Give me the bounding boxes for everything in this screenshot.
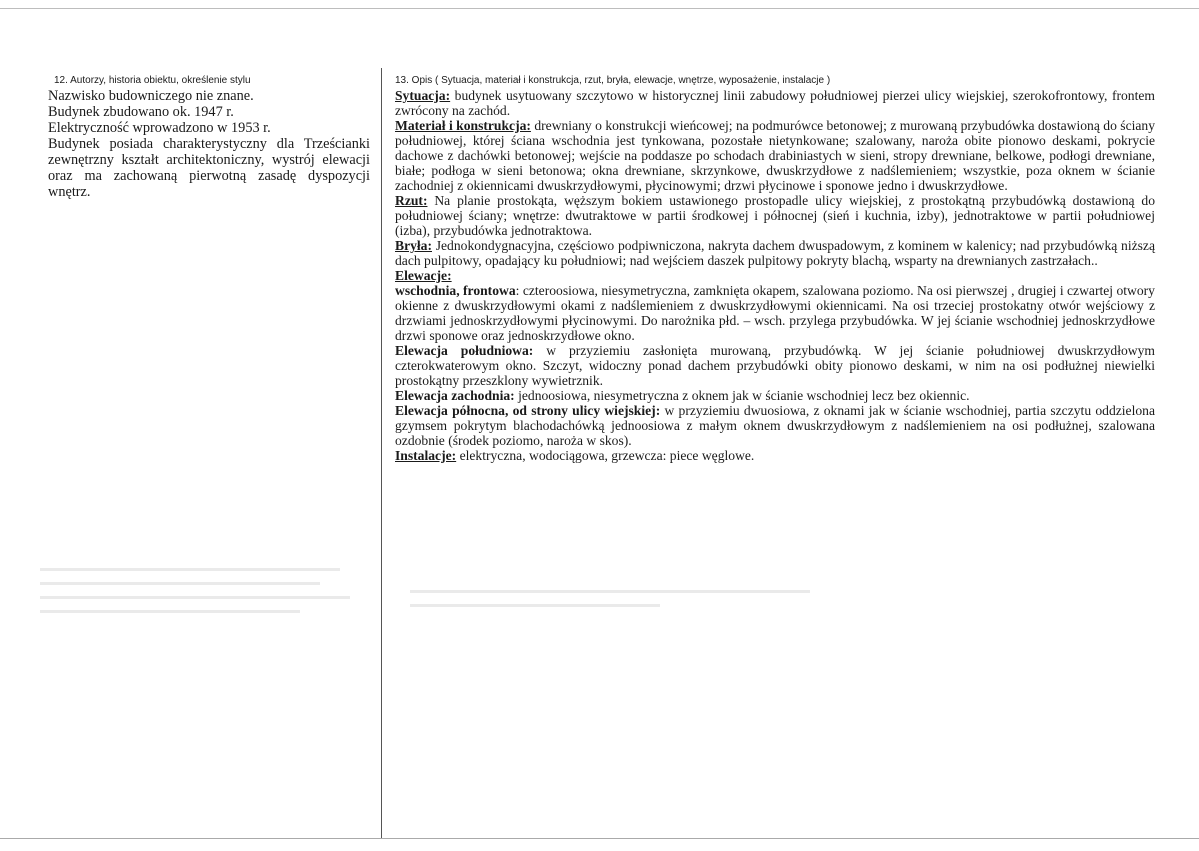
style-paragraph: Budynek posiada charakterystyczny dla Trześcianki zewnętrzny kształt architektoniczny, wystrój elewacji oraz ma zachowaną pierwotną zasadę dyspozycji wnętrz. — [48, 136, 370, 200]
zachodnia-text: jednoosiowa, niesymetryczna z oknem jak w ścianie wschodniej lecz bez okiennic. — [514, 388, 970, 403]
material-text: drewniany o konstrukcji wieńcowej; na podmurówce betonowej; z murowaną przybudówka dostawioną do ściany południowej, której ściana wschodnia jest tynkowana, pozostałe nietynkowane; szalowany, naroża obite pionowo deskami, pokrycie dachowe z dachówki betonowej; wejście na poddasze po schodach drabiniastych w sieni, stropy drewniane, belkowe, podłogi drewniane, białe; podłoga w sieni betonowa; okna drewniane, skrzynkowe, dwuskrzydłowe z nadślemieniem; wszystkie, poza oknem w ścianie zachodniej z okiennicami dwuskrzydłowymi, płycinowymi; drzwi płycinowe i sponowe jedno i dwuskrzydłowe. — [395, 118, 1156, 193]
bryla-label: Bryła: — [395, 238, 432, 253]
zachodnia-label: Elewacja zachodnia: — [395, 388, 515, 403]
poludniowa-paragraph — [395, 343, 1155, 388]
polnocna-label: Elewacja północna, od strony ulicy wiejskiej: — [395, 403, 661, 418]
electricity-line: Elektryczność wprowadzono w 1953 r. — [48, 120, 271, 136]
scan-bleedthrough — [30, 560, 850, 630]
section-13 — [395, 74, 1155, 463]
material-paragraph — [395, 118, 1155, 193]
instalacje-text: elektryczna, wodociągowa, grzewcza: piece węglowe. — [456, 448, 755, 463]
rzut-label: Rzut: — [395, 193, 428, 208]
builder-line: Nazwisko budowniczego nie znane. — [48, 88, 254, 104]
elewacje-label: Elewacje: — [395, 268, 452, 283]
material-label: Materiał i konstrukcja: — [395, 118, 531, 133]
wschodnia-text: : czteroosiowa, niesymetryczna, zamknięta okapem, szalowana poziomo. Na osi pierwszej , drugiej i czwartej otwory okienne z dwuskrzydłowymi okami z nadślemieniem z dwuskrzydłowymi okiennicami. Na osi trzeciej prostokatny otwór wejściowy z drzwiami jednoskrzydłowymi płycinowymi. Do narożnika płd. – wsch. przylega przybudówka. W jej ścianie wschodniej jednoskrzydłowe drzwi sponowe oraz jednoskrzydłowe okno. — [395, 283, 1155, 343]
built-line: Budynek zbudowano ok. 1947 r. — [48, 104, 234, 120]
zachodnia-paragraph — [395, 388, 1155, 403]
instalacje-paragraph — [395, 448, 1155, 463]
bryla-text: Jednokondygnacyjna, częściowo podpiwniczona, nakryta dachem dwuspadowym, z kominem w kalenicy; nad przybudówką niższą dach pulpitowy, opadający ku południowi; nad wejściem daszek pulpitowy pokryty blachą, wsparty na drewnianych zastrzałach.. — [395, 238, 1155, 268]
sytuacja-label: Sytuacja: — [395, 88, 451, 103]
section-12-body — [48, 88, 370, 200]
section-13-heading: 13. Opis ( Sytuacja, materiał i konstrukcja, rzut, bryła, elewacje, wnętrze, wyposażenie, instalacje ) — [395, 75, 831, 86]
wschodnia-paragraph — [395, 283, 1155, 343]
rzut-paragraph — [395, 193, 1155, 238]
section-13-body — [395, 88, 1155, 463]
wschodnia-label: wschodnia, frontowa — [395, 283, 516, 298]
poludniowa-label: Elewacja południowa: — [395, 343, 534, 358]
section-12-heading: 12. Autorzy, historia obiektu, określenie stylu — [54, 75, 251, 86]
bryla-paragraph — [395, 238, 1155, 268]
polnocna-text: w przyziemiu dwuosiowa, z oknami jak w ścianie wschodniej, partia szczytu oddzielona gzymsem pokrytym blachodachówką jednoosiowa z małym oknem dwuskrzydłowym z nadślemieniem na osi podłużnej, szalowana ozdobnie (środek poziomo, naroża w skos). — [395, 403, 1155, 448]
instalacje-label: Instalacje: — [395, 448, 457, 463]
rzut-text: Na planie prostokąta, węższym bokiem ustawionego prostopadle ulicy wiejskiej, z prostokątną przybudówką dostawioną do południowej ściany; wnętrze: dwutraktowe w partii środkowej i północnej (sień i kuchnia, izby), jednotraktowe w partii południowej (izba), przybudówka jednotraktowa. — [395, 193, 1155, 238]
scan-top-border — [0, 8, 1199, 9]
sytuacja-text: budynek usytuowany szczytowo w historycznej linii zabudowy południowej pierzei ulicy wiejskiej, szerokofrontowy, frontem zwrócony na zachód. — [395, 88, 1155, 118]
column-divider — [381, 68, 382, 838]
section-12 — [48, 74, 370, 200]
elewacje-paragraph — [395, 268, 1155, 283]
scan-bottom-border — [0, 838, 1199, 839]
polnocna-paragraph — [395, 403, 1155, 448]
poludniowa-text: w przyziemiu zasłonięta murowaną, przybudówką. W jej ścianie południowej dwuskrzydłowym czterokwaterowym okno. Szczyt, widoczny ponad dachem przybudówki obity pionowo deskami, w nim na osi podłużnej niewielki prostokątny przeszklony wywietrznik. — [395, 343, 1155, 388]
sytuacja-paragraph — [395, 88, 1155, 118]
